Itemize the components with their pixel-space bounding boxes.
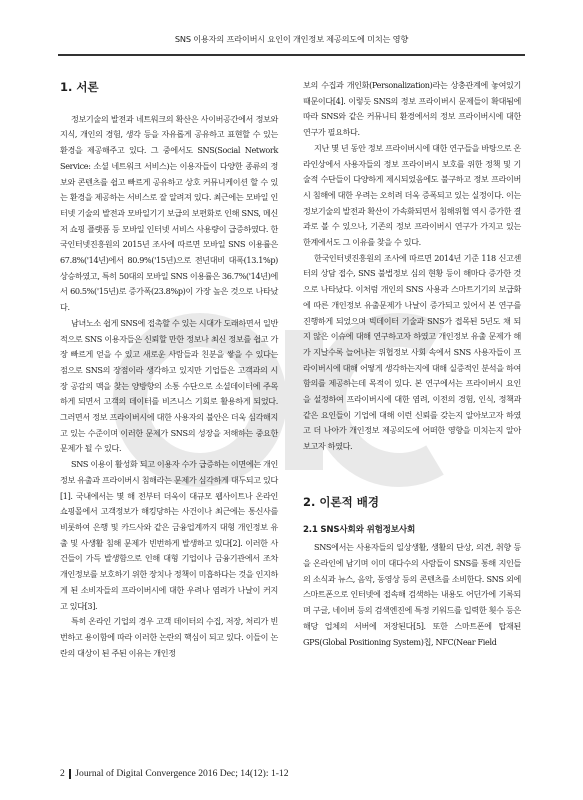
page-number: 2	[60, 768, 65, 779]
body-paragraph: 지난 몇 년 동안 정보 프라이버시에 대한 연구들을 바탕으로 온라인상에서 사용자들의 정보 프라이버시 보호를 위한 정책 및 기술적 수단들이 다양하게 제시되었음에도 불구하고 정보 프라이버시 침해에 대한 우려는 오히려 더욱 증폭되고 있는 실정이다. 이는 정보기술의 발전과 확산이 가속화되면서 침해위협 역시 증가한 결과로 볼 수 있으나, 기존의 정보 프라이버시 연구가 가지고 있는 한계에서도 그 이유를 찾을 수 있다.	[303, 142, 521, 248]
body-paragraph: 정보기술의 발전과 네트워크의 확산은 사이버공간에서 정보와 지식, 개인의 경험, 생각 등을 자유롭게 공유하고 표현할 수 있는 환경을 제공해주고 있다. 그 중에서도 SNS(Social Network Service: 소셜 네트워크 서비스)는 이용자들이 다양한 종류의 정보와 콘텐츠를 쉽고 빠르게 공유하고 상호 커뮤니케이션 할 수 있는 환경을 제공하는 서비스로 잘 알려져 있다. 최근에는 모바일 인터넷 기술의 발전과 모바일기기 보급의 보편화로 인해 SNS, 메신저 쇼핑 플랫폼 등 모바일 인터넷 서비스 사용량이 급증하였다. 한국인터넷진흥원의 2015년 조사에 따르면 모바일 SNS 이용률은 67.8%('14년)에서 80.9%('15년)으로 전년대비 대폭(13.1%p) 상승하였고, 특히 50대의 모바일 SNS 이용률은 36.7%('14년)에서 60.5%('15년)로 증가폭(23.8%p)이 가장 높은 것으로 나타났다.	[60, 113, 278, 313]
body-paragraph: SNS에서는 사용자들의 일상생활, 생활의 단상, 의견, 취향 등을 온라인에 남기며 이미 대다수의 사람들이 SNS를 통해 지인들의 소식과 뉴스, 음악, 동영상 등의 콘텐츠를 소비한다. SNS 외에 스마트폰으로 인터넷에 접속해 검색하는 내용도 어딘가에 기록되며 구글, 네이버 등의 검색엔진에 특정 키워드를 입력한 횟수 등은 해당 업체의 서버에 저장된다[5]. 또한 스마트폰에 탑재된 GPS(Global Positioning System)칩, NFC(Near Field	[303, 542, 521, 647]
body-paragraph: 보의 수집과 개인화(Personalization)라는 상충관계에 놓여있기 때문이다[4]. 이렇듯 SNS의 정보 프라이버시 문제들이 확대됨에 따라 SNS와 같은 커뮤니티 환경에서의 정보 프라이버시에 대한 연구가 필요하다.	[303, 80, 521, 138]
body-paragraph: 특히 온라인 기업의 경우 고객 데이터의 수집, 저장, 처리가 빈번하고 용이함에 따라 이러한 논란의 핵심이 되고 있다. 이들이 논란의 대상이 된 주된 이유는 개인정	[60, 616, 278, 658]
header-rule	[58, 54, 525, 56]
section-1-title: 1. 서론	[60, 80, 99, 94]
subsection-2-1-title: 2.1 SNS사회와 위험정보사회	[303, 524, 416, 535]
footer-separator	[69, 769, 72, 779]
body-paragraph: 남녀노소 쉽게 SNS에 접촉할 수 있는 시대가 도래하면서 일반적으로 SNS 이용자들은 신뢰할 만한 정보나 최신 정보를 쉽고 가장 빠르게 얻을 수 있고 새로운 사람들과 친분을 쌓을 수 있다는 점으로 SNS의 장점이라 생각하고 있지만 기업들은 고객과의 시장 공감의 맥을 찾는 양방향의 소통 수단으로 소셜데이터에 주목하게 되면서 고객의 데이터를 비즈니스 기회로 활용하게 되었다. 그러면서 정보 프라이버시에 대한 사용자의 불안은 더욱 심각해지고 있는 수준이며 이러한 문제가 SNS의 성장을 저해하는 중요한 문제가 될 수 있다.	[60, 317, 278, 454]
right-column	[303, 78, 521, 650]
section-2-title: 2. 이론적 배경	[303, 494, 379, 509]
body-paragraph: SNS 이용이 활성화 되고 이용자 수가 급증하는 이면에는 개인정보 유출과 프라이버시 침해라는 문제가 심각하게 대두되고 있다[1]. 국내에서는 몇 해 전부터 더욱이 대규모 웹사이트나 온라인 쇼핑몰에서 고객정보가 해킹당하는 사건이나 최근에는 통신사를 비롯하여 은행 및 카드사와 같은 금융업계까지 대형 개인정보 유출 및 사생활 침해 문제가 빈번하게 발생하고 있다[2]. 이러한 사건들이 가득 발생함으로 인해 대형 기업이나 금융기관에서 조차 개인정보를 보호하기 위한 장치나 정책이 미흡하다는 것을 인지하게 된 소비자들의 프라이버시에 대한 우려나 염려가 나날이 커지고 있다[3].	[60, 459, 278, 611]
running-head: SNS 이용자의 프라이버시 요인이 개인정보 제공의도에 미치는 영향	[174, 34, 409, 44]
page-footer	[60, 768, 289, 779]
left-column	[60, 78, 278, 661]
journal-citation: Journal of Digital Convergence 2016 Dec; 14(12): 1-12	[75, 768, 289, 779]
body-paragraph: 한국인터넷진흥원의 조사에 따르면 2014년 기준 118 신고센터의 상담 접수, SNS 불법정보 심의 현황 등이 해마다 증가한 것으로 나타났다. 이처럼 개인의 SNS 사용과 스마트기기의 보급화에 따른 개인정보 유출문제가 나날이 증가되고 있어서 본 연구를 진행하게 되었으며 빅데이터 기술과 SNS가 접목된 5년도 채 되지 않은 이슈에 대해 연구하고자 하였고 개인정보 유출 문제가 해가 지날수록 늘어나는 위협정보 사회 속에서 SNS 사용자들이 프라이버시에 대해 어떻게 생각하는지에 대해 실증적인 분석을 하여 함의를 제공하는데 목적이 있다. 본 연구에서는 프라이버시 요인을 설정하여 프라이버시에 대한 염려, 이전의 경험, 인식, 정책과 같은 요인들이 기업에 대해 이런 신뢰를 갖는지 알아보고자 하였고 더 나아가 개인정보 제공의도에 어떠한 영향을 미치는지 알아보고자 하였다.	[303, 252, 521, 452]
